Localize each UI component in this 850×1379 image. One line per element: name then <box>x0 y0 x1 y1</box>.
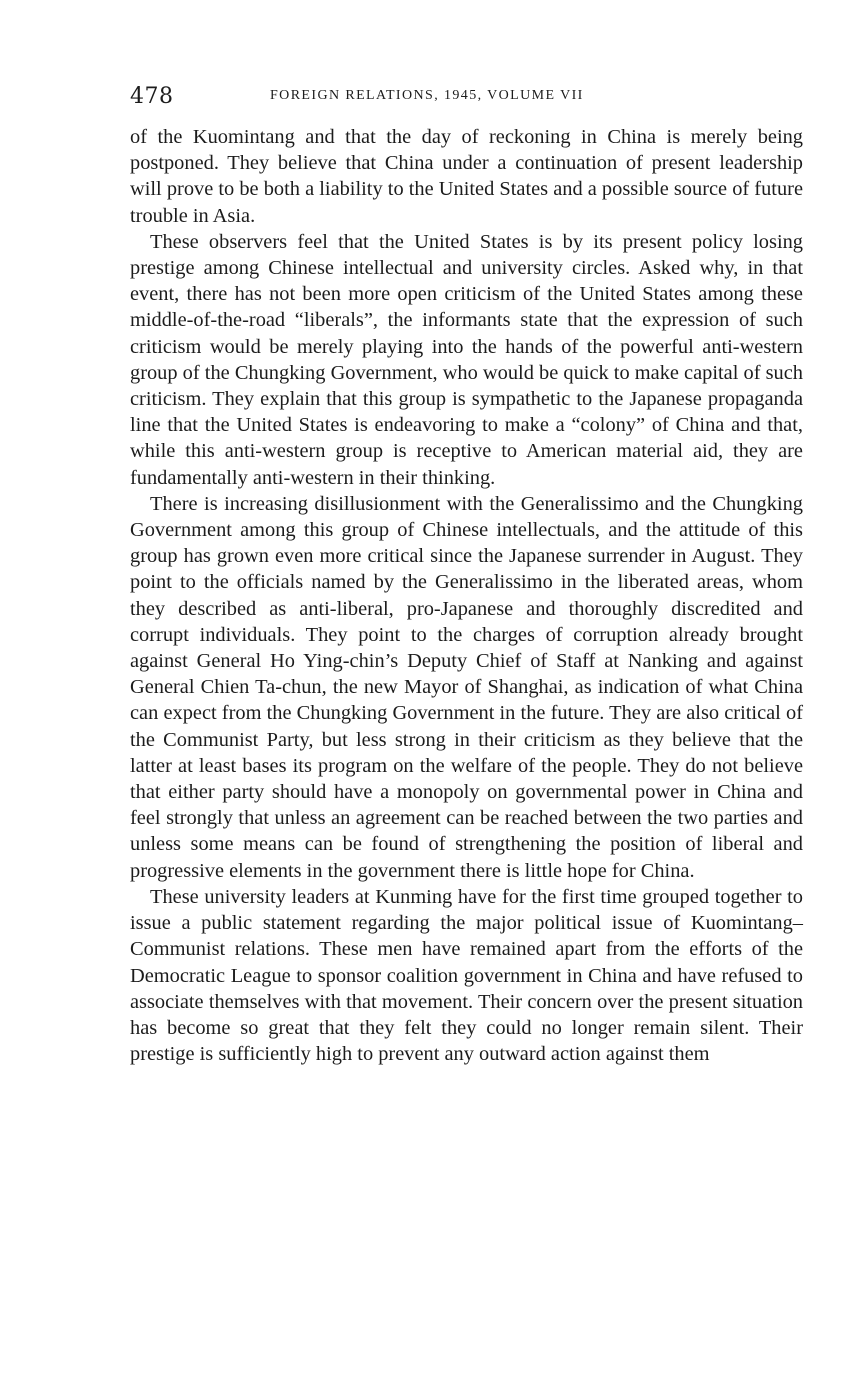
running-header-title: FOREIGN RELATIONS, 1945, VOLUME VII <box>270 88 584 103</box>
body-text <box>130 124 803 1067</box>
page-number: 478 <box>130 84 174 109</box>
paragraph-disillusionment: There is increasing disillusionment with the Generalissimo and the Chungking Government among this group of Chinese intellectuals, and the attitude of this group has grown even more critical since the Japanese surrender in August. They point to the officials named by the Generalissimo in the liberated areas, whom they described as anti-liberal, pro-Japanese and thoroughly discredited and corrupt individuals. They point to the charges of corruption already brought against General Ho Ying-chin’s Deputy Chief of Staff at Nanking and against General Chien Ta-chun, the new Mayor of Shanghai, as indication of what China can expect from the Chungking Government in the future. They are also critical of the Communist Party, but less strong in their criticism as they believe that the latter at least bases its program on the welfare of the people. They do not believe that either party should have a monopoly on governmental power in China and feel strongly that unless an agreement can be reached between the two parties and unless some means can be found of strengthening the position of liberal and progressive elements in the government there is little hope for China. <box>130 492 803 882</box>
paragraph-observers: These observers feel that the United States is by its present policy losing prestige among Chinese intellectual and university circles. Asked why, in that event, there has not been more open criticism of the United States among these middle-of-the-road “liberals”, the informants state that the expression of such criticism would be merely playing into the hands of the powerful anti-western group of the Chungking Government, who would be quick to make capital of such criticism. They explain that this group is sympathetic to the Japanese propaganda line that the United States is endeavoring to make a “colony” of China and that, while this anti-western group is receptive to American material aid, they are fundamentally anti-western in their thinking. <box>130 230 803 489</box>
paragraph-continuation: of the Kuomintang and that the day of reckoning in China is merely being postponed. They believe that China under a continuation of present leadership will prove to be both a liability to the United States and a possible source of future trouble in Asia. <box>130 126 803 227</box>
running-header <box>130 84 803 114</box>
paragraph-university-leaders: These university leaders at Kunming have for the first time grouped together to issue a public statement regarding the major political issue of Kuomintang–Communist relations. These men have remained apart from the efforts of the Democratic League to sponsor coalition government in China and have refused to associate themselves with that movement. Their concern over the present situation has become so great that they felt they could no longer remain silent. Their prestige is sufficiently high to prevent any outward action against them <box>130 885 803 1066</box>
document-page <box>130 84 803 1067</box>
